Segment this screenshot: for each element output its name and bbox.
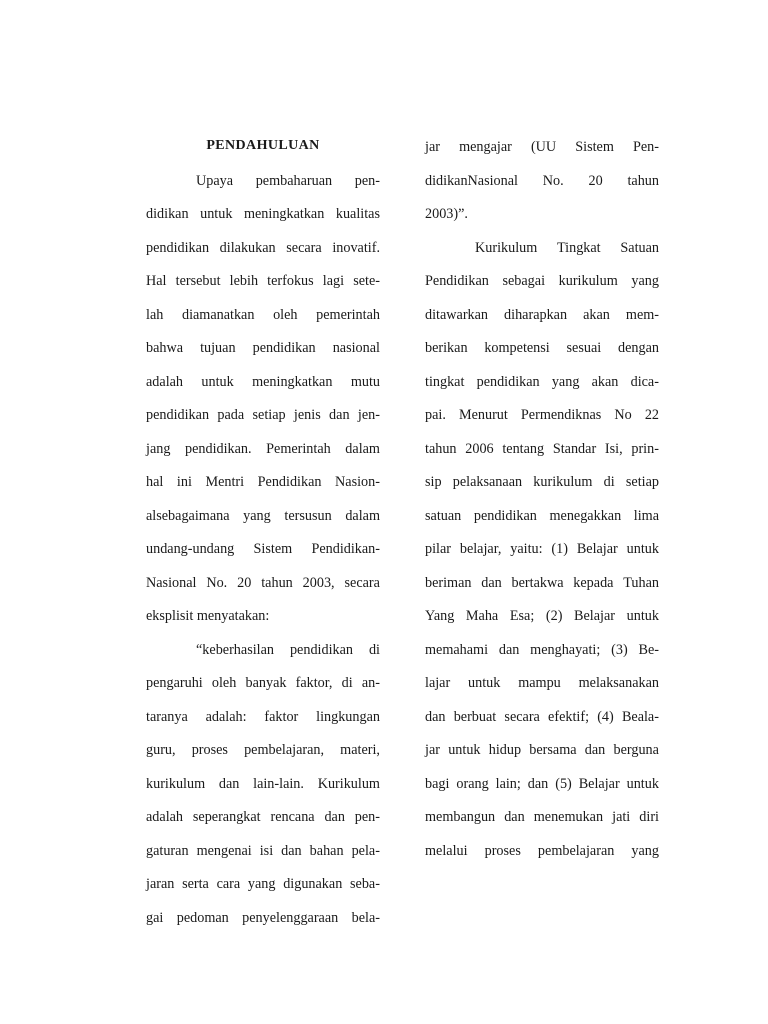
text-line: Nasional No. 20 tahun 2003, secara	[146, 574, 380, 591]
text-line: guru, proses pembelajaran, materi,	[146, 742, 380, 758]
text-line: 2003)”.	[425, 206, 468, 222]
left-column	[146, 131, 380, 935]
text-line: tingkat pendidikan yang akan dica-	[425, 373, 659, 390]
text-line: alsebagaimana yang tersusun dalam	[146, 507, 380, 524]
text-line: Kurikulum Tingkat Satuan	[475, 239, 659, 256]
section-heading: PENDAHULUAN	[206, 138, 320, 153]
text-line: jaran serta cara yang digunakan seba-	[146, 876, 380, 892]
text-line: Hal tersebut lebih terfokus lagi sete-	[146, 273, 380, 289]
text-line: melalui proses pembelajaran yang	[425, 842, 659, 859]
text-line: pengaruhi oleh banyak faktor, di an-	[146, 675, 380, 691]
text-line: pendidikan pada setiap jenis dan jen-	[146, 407, 380, 423]
text-line: berikan kompetensi sesuai dengan	[425, 340, 659, 356]
text-line: adalah untuk meningkatkan mutu	[146, 373, 380, 390]
text-line: Yang Maha Esa; (2) Belajar untuk	[425, 608, 659, 624]
text-line: didikanNasional No. 20 tahun	[425, 172, 659, 189]
text-line: eksplisit menyatakan:	[146, 608, 270, 624]
text-line: ditawarkan diharapkan akan mem-	[425, 306, 659, 323]
text-line: dan berbuat secara efektif; (4) Beala-	[425, 708, 659, 725]
text-line: lah diamanatkan oleh pemerintah	[146, 306, 380, 323]
left-column-text	[146, 165, 380, 936]
text-line: gaturan mengenai isi dan bahan pela-	[146, 842, 380, 859]
text-line: memahami dan menghayati; (3) Be-	[425, 641, 659, 658]
right-column	[425, 131, 659, 868]
text-line: membangun dan menemukan jati diri	[425, 809, 659, 825]
text-line: beriman dan bertakwa kepada Tuhan	[425, 574, 659, 591]
text-line: hal ini Mentri Pendidikan Nasion-	[146, 474, 380, 490]
text-line: jar mengajar (UU Sistem Pen-	[425, 139, 659, 155]
text-line: pendidikan dilakukan secara inovatif.	[146, 239, 380, 256]
text-line: lajar untuk mampu melaksanakan	[425, 675, 659, 691]
text-line: tahun 2006 tentang Standar Isi, prin-	[425, 440, 659, 457]
text-line: undang-undang Sistem Pendidikan-	[146, 541, 380, 557]
text-line: Pendidikan sebagai kurikulum yang	[425, 273, 659, 289]
text-line: bahwa tujuan pendidikan nasional	[146, 340, 380, 356]
text-line: satuan pendidikan menegakkan lima	[425, 507, 659, 524]
text-line: Upaya pembaharuan pen-	[196, 172, 380, 189]
text-line: taranya adalah: faktor lingkungan	[146, 708, 380, 725]
text-line: pai. Menurut Permendiknas No 22	[425, 407, 659, 423]
text-line: jar untuk hidup bersama dan berguna	[425, 742, 659, 758]
text-line: gai pedoman penyelenggaraan bela-	[146, 909, 380, 926]
right-column-text	[425, 131, 659, 868]
text-line: bagi orang lain; dan (5) Belajar untuk	[425, 775, 659, 792]
text-line: kurikulum dan lain-lain. Kurikulum	[146, 775, 380, 792]
text-line: didikan untuk meningkatkan kualitas	[146, 206, 380, 222]
text-line: pilar belajar, yaitu: (1) Belajar untuk	[425, 541, 659, 557]
text-line: adalah seperangkat rencana dan pen-	[146, 809, 380, 825]
text-line: “keberhasilan pendidikan di	[196, 641, 380, 658]
text-line: jang pendidikan. Pemerintah dalam	[146, 440, 380, 457]
text-line: sip pelaksanaan kurikulum di setiap	[425, 474, 659, 490]
